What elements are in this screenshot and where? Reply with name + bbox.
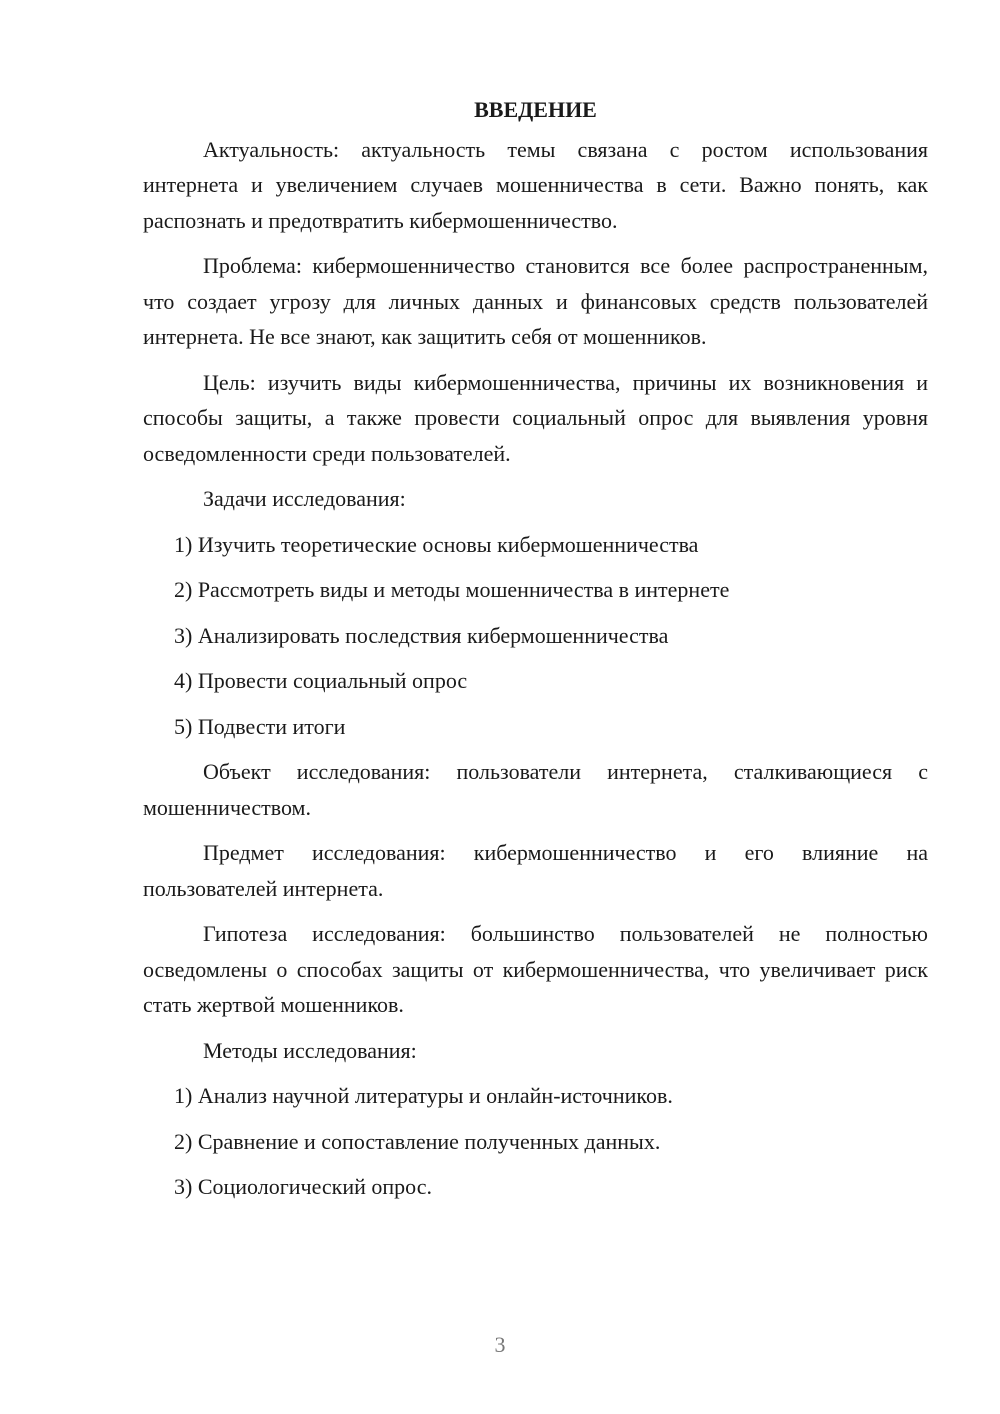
list-item: 3) Социологический опрос.	[174, 1174, 432, 1199]
list-item: 3) Анализировать последствия кибермошенничества	[174, 622, 669, 648]
methods-heading: Методы исследования:	[203, 1037, 417, 1063]
section-title: ВВЕДЕНИЕ	[474, 97, 597, 122]
list-item: 4) Провести социальный опрос	[174, 668, 468, 693]
list-item: 1) Анализ научной литературы и онлайн-источников.	[174, 1083, 673, 1108]
methods-list	[143, 1078, 928, 1205]
tasks-list	[143, 527, 928, 745]
list-item: 5) Подвести итоги	[174, 713, 346, 739]
list-item: 2) Сравнение и сопоставление полученных данных.	[174, 1128, 661, 1154]
document-page	[143, 92, 928, 1215]
tasks-heading: Задачи исследования:	[203, 486, 406, 511]
relevance-paragraph: Актуальность: актуальность темы связана с ростом использования интернета и увеличением случаев мошенничества в сети. Важно понять, как распознать и предотвратить кибермошенничество.	[143, 136, 928, 233]
page-number: 3	[494, 1332, 506, 1357]
hypothesis-paragraph: Гипотеза исследования: большинство пользователей не полностью осведомлены о способах защиты от кибермошенничества, что увеличивает риск стать жертвой мошенников.	[143, 921, 928, 1017]
object-paragraph: Объект исследования: пользователи интернета, сталкивающиеся с мошенничеством.	[143, 759, 928, 820]
list-item: 1) Изучить теоретические основы кибермошенничества	[174, 531, 699, 557]
goal-paragraph: Цель: изучить виды кибермошенничества, причины их возникновения и способы защиты, а также провести социальный опрос для выявления уровня осведомленности среди пользователей.	[143, 369, 928, 466]
problem-paragraph: Проблема: кибермошенничество становится все более распространенным, что создает угрозу для личных данных и финансовых средств пользователей интернета. Не все знают, как защитить себя от мошенников.	[143, 253, 928, 349]
subject-paragraph: Предмет исследования: кибермошенничество и его влияние на пользователей интернета.	[143, 840, 928, 901]
list-item: 2) Рассмотреть виды и методы мошенничества в интернете	[174, 577, 730, 602]
